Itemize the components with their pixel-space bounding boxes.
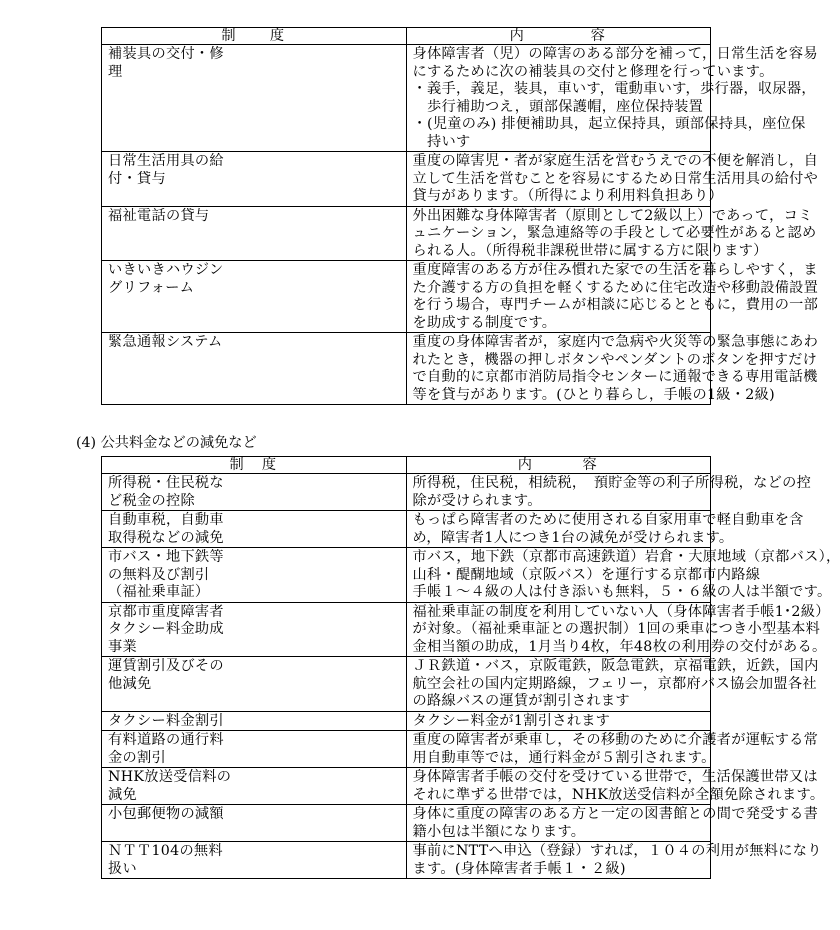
system-name-cell — [102, 206, 407, 261]
public-fee-reduction-table — [101, 456, 840, 879]
table-row — [102, 474, 711, 511]
description-cell — [406, 474, 812, 511]
system-name-line: いきいきハウジン — [108, 262, 224, 278]
description-line: 市バス，地下鉄（京都市高速鉄道）岩倉・大原地域（京都バス）， — [412, 549, 840, 565]
description-line: もっぱら障害者のために使用される自家用車で軽自動車を含 — [412, 512, 804, 528]
system-name-line: 事業 — [108, 638, 137, 655]
system-name-cell — [102, 548, 407, 603]
description-cell — [406, 657, 819, 712]
system-name-cell — [102, 731, 407, 768]
system-name-cell — [102, 474, 407, 511]
description-line: タクシー料金が1割引されます — [412, 712, 611, 729]
description-line: を行う場合，専門チームが相談に応じるとともに，費用の一部 — [412, 297, 819, 313]
table-row — [102, 731, 711, 768]
description-line: 重度の身体障害者が，家庭内で急病や火災等の緊急事態にあわ — [412, 334, 819, 350]
system-name-line: ＮＴＴ104の無料 — [108, 843, 223, 859]
system-name-line: 日常生活用具の給 — [108, 153, 224, 169]
description-line: 身体障害者手帳の交付を受けている世帯で，生活保護世帯又は — [412, 769, 818, 785]
table-row — [102, 805, 711, 842]
system-name-cell — [102, 45, 407, 152]
system-name-cell — [102, 711, 407, 731]
description-cell — [406, 842, 822, 879]
description-line: 身体障害者（児）の障害のある部分を補って，日常生活を容易 — [412, 46, 818, 62]
description-cell — [406, 152, 819, 207]
table-header-row — [102, 457, 711, 474]
system-name-cell — [102, 842, 407, 879]
description-line: 用自動車等では，通行料金が５割引されます。 — [412, 749, 716, 766]
description-line: 所得税，住民税，相続税， 預貯金等の利子所得税，などの控 — [412, 475, 812, 491]
description-line: それに準ずる世帯では，NHK放送受信料が全額免除されます。 — [412, 786, 825, 803]
system-name-line: NHK放送受信料の — [108, 769, 232, 785]
system-name-line: 京都市重度障害者 — [108, 603, 224, 620]
section-title: (4) 公共料金などの減免など — [76, 435, 257, 451]
system-name-cell — [102, 511, 407, 548]
description-line: られる人。（所得税非課税世帯に属する方に限ります） — [412, 242, 768, 259]
table-row — [102, 548, 711, 603]
description-line: で自動的に京都市消防局指令センターに通報できる専用電話機 — [412, 369, 818, 385]
table-row — [102, 842, 711, 879]
table-row — [102, 711, 711, 731]
description-line: ・(児童のみ) 排便補助具，起立保持具，頭部保持具，座位保 — [412, 116, 806, 132]
table-row — [102, 206, 711, 261]
description-line: 除が受けられます。 — [412, 492, 542, 509]
description-cell — [406, 261, 819, 333]
table-row — [102, 45, 711, 152]
system-name-cell — [102, 657, 407, 712]
description-line: 等を貸与があります。(ひとり暮らし，手帳の1級・2級) — [412, 386, 775, 403]
description-cell — [406, 731, 819, 768]
column-header-system: 制 度 — [102, 28, 407, 45]
system-name-line: 有料道路の通行料 — [108, 732, 224, 748]
system-name-line: 自動車税，自動車 — [108, 512, 224, 528]
description-line: 歩行補助つえ，頭部保護帽，座位保持装置 — [412, 98, 704, 115]
column-header-content: 内 容 — [406, 28, 711, 45]
description-line: 福祉乗車証の制度を利用していない人（身体障害者手帳1･2級） — [412, 603, 830, 620]
description-line: にするために次の補装具の交付と修理を行っています。 — [412, 63, 774, 80]
table-header-row — [102, 28, 711, 45]
description-line: ます。(身体障害者手帳１・２級) — [412, 860, 626, 877]
system-name-line: の無料及び割引 — [108, 566, 210, 583]
description-line: 立して生活を営むことを容易にするため日常生活用具の給付や — [412, 170, 819, 187]
description-line: ・義手，義足，装具，車いす，電動車いす，歩行器，収尿器， — [412, 81, 816, 97]
column-header-system: 制 度 — [102, 457, 407, 474]
system-name-cell — [102, 152, 407, 207]
description-line: の路線バスの運賃が割引されます — [412, 693, 630, 709]
system-name-line: 福祉電話の貸与 — [108, 207, 210, 224]
system-name-line: 運賃割引及びその — [108, 658, 224, 674]
system-name-line: 市バス・地下鉄等 — [108, 549, 224, 565]
system-name-line: 小包郵便物の減額 — [108, 806, 224, 822]
description-line: た介護する方の負担を軽くするために住宅改造や移動設備設置 — [412, 279, 819, 296]
system-name-line: 理 — [108, 63, 123, 80]
description-cell — [406, 805, 819, 842]
description-cell — [406, 45, 818, 152]
system-name-cell — [102, 768, 407, 805]
description-line: 重度の障害児・者が家庭生活を営むうえでの不便を解消し，自 — [412, 153, 819, 169]
welfare-services-table — [101, 27, 819, 405]
system-name-line: グリフォーム — [108, 279, 195, 296]
description-line: 貸与があります。（所得により利用料負担あり） — [412, 188, 723, 204]
description-line: 重度障害のある方が住み慣れた家での生活を暮らしやすく，ま — [412, 262, 818, 278]
description-line: め，障害者1人につき1台の減免が受けられます。 — [412, 529, 734, 546]
description-line: 事前にNTTへ申込（登録）すれば，１０４の利用が無料になり — [412, 843, 822, 859]
table-row — [102, 333, 711, 405]
system-name-line: 補装具の交付・修 — [108, 46, 224, 62]
table-row — [102, 261, 711, 333]
description-cell — [406, 768, 825, 805]
system-name-line: タクシー料金助成 — [108, 621, 224, 637]
description-cell — [406, 602, 830, 657]
system-name-line: 所得税・住民税な — [108, 475, 224, 491]
system-name-line: ど税金の控除 — [108, 492, 195, 509]
system-name-cell — [102, 261, 407, 333]
description-cell — [406, 711, 711, 731]
system-name-line: 扱い — [108, 860, 137, 877]
description-line: れたとき，機器の押しボタンやペンダントのボタンを押すだけ — [412, 351, 818, 368]
description-cell — [406, 206, 817, 261]
table-row — [102, 657, 711, 712]
system-name-cell — [102, 602, 407, 657]
system-name-line: （福祉乗車証） — [108, 584, 210, 600]
description-line: 外出困難な身体障害者（原則として2級以上）であって，コミ — [412, 207, 813, 224]
description-line: 金相当額の助成，1月当り4枚，年48枚の利用券の交付がある。 — [412, 638, 827, 655]
system-name-line: 他減免 — [108, 675, 152, 692]
description-line: 身体に重度の障害のある方と一定の図書館との間で発受する書 — [412, 806, 819, 822]
system-name-cell — [102, 805, 407, 842]
table-row — [102, 768, 711, 805]
column-header-content: 内 容 — [406, 457, 711, 474]
description-line: を助成する制度です。 — [412, 314, 557, 331]
system-name-line: 取得税などの減免 — [108, 529, 224, 546]
table-row — [102, 511, 711, 548]
system-name-line: 緊急通報システム — [108, 334, 223, 350]
description-line: 持いす — [412, 133, 471, 150]
system-name-line: 付・貸与 — [108, 170, 166, 187]
description-line: 籍小包は半額になります。 — [412, 823, 586, 840]
description-line: 手帳１～４級の人は付き添いも無料，５・６級の人は半額です。 — [412, 584, 832, 600]
description-line: 重度の障害者が乗車し，その移動のために介護者が運転する常 — [412, 732, 819, 748]
description-line: 山科・醍醐地域（京阪バス）を運行する京都市内路線 — [412, 566, 761, 583]
description-line: が対象。（福祉乗車証との選択制）1回の乗車につき小型基本料 — [412, 621, 821, 637]
system-name-line: 金の割引 — [108, 749, 166, 766]
system-name-line: タクシー料金割引 — [108, 712, 224, 729]
description-line: 航空会社の国内定期路線，フェリー，京都府バス協会加盟各社 — [412, 675, 817, 692]
description-line: ＪＲ鉄道・バス，京阪電鉄，阪急電鉄，京福電鉄，近鉄，国内 — [412, 658, 819, 674]
system-name-line: 減免 — [108, 786, 137, 803]
table-row — [102, 152, 711, 207]
description-cell — [406, 548, 840, 603]
description-line: ュニケーション，緊急連絡等の手段として必要性があると認め — [412, 225, 817, 241]
table-row — [102, 602, 711, 657]
system-name-cell — [102, 333, 407, 405]
description-cell — [406, 333, 819, 405]
description-cell — [406, 511, 804, 548]
